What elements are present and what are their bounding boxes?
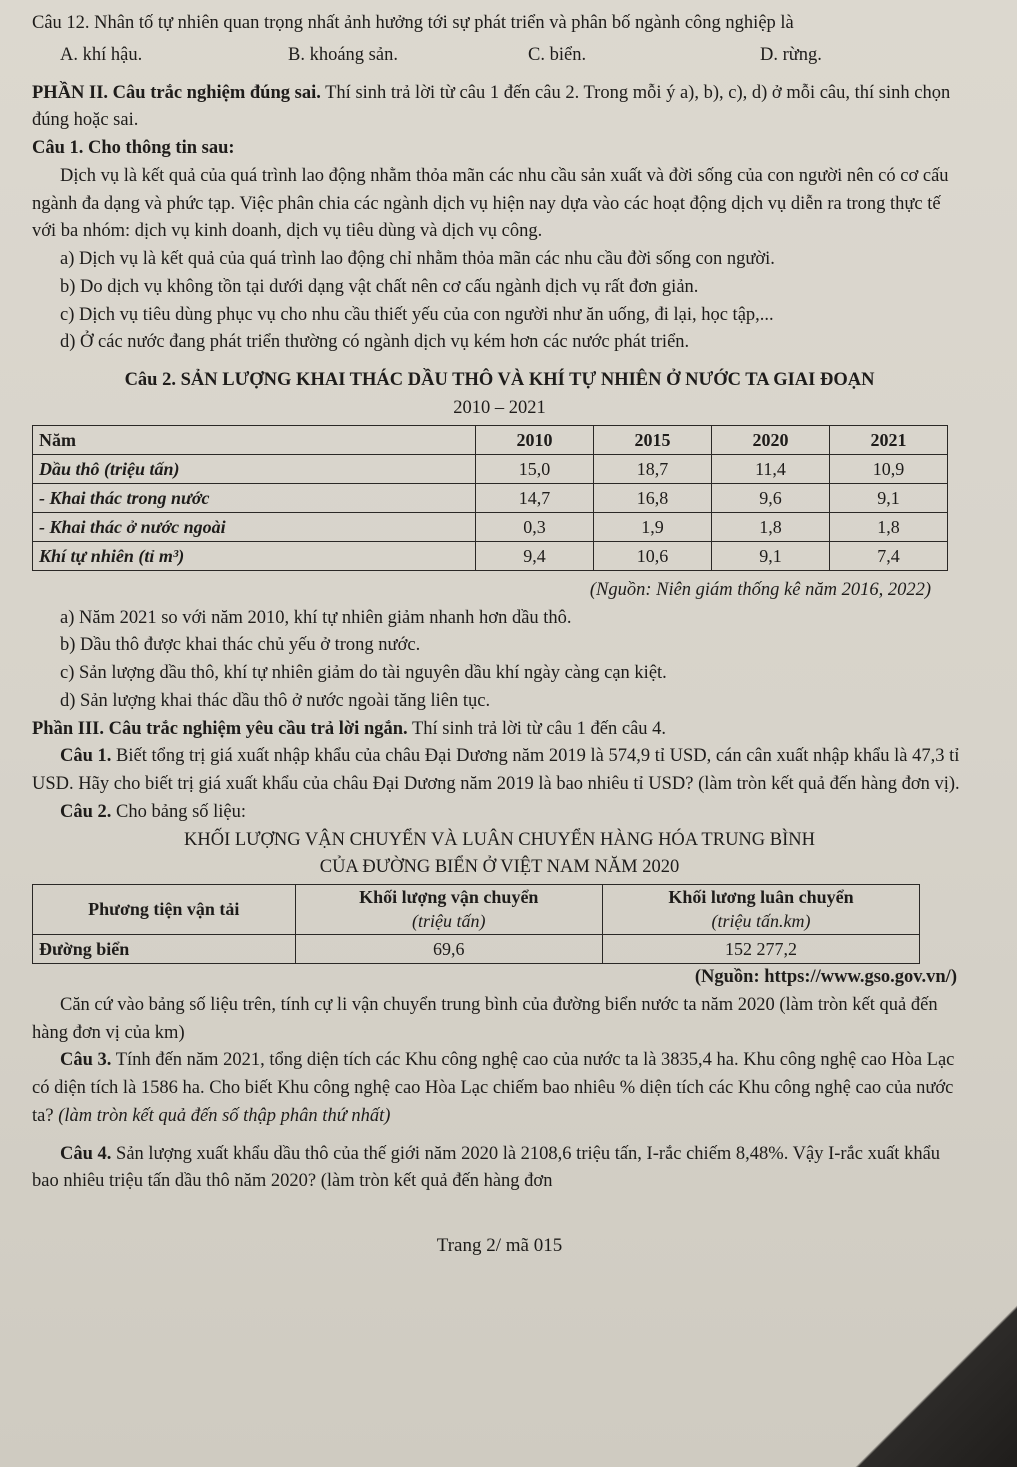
part-2-q2-title-text: SẢN LƯỢNG KHAI THÁC DẦU THÔ VÀ KHÍ TỰ NHIÊN Ở NƯỚC TA GIAI ĐOẠN xyxy=(180,370,875,390)
row-label: Đường biển xyxy=(33,935,296,964)
part-2-q1-statement-b: b) Do dịch vụ không tồn tại dưới dạng vật chất nên cơ cấu ngành dịch vụ rất đơn giản. xyxy=(60,276,699,297)
header-volume xyxy=(295,885,602,935)
cell: 1,8 xyxy=(830,512,948,541)
part-2-intro xyxy=(32,80,967,136)
question-12-options xyxy=(32,42,967,70)
part-3-intro xyxy=(32,716,967,744)
option-a: A. khí hậu. xyxy=(60,44,143,65)
part-2-q1-statement-d: d) Ở các nước đang phát triển thường có ngành dịch vụ kém hơn các nước phát triển. xyxy=(60,332,690,353)
part-3-heading: Phần III. Câu trắc nghiệm yêu cầu trả lời ngắn. xyxy=(32,718,408,739)
header-turnover-title: Khối lương luân chuyển xyxy=(668,887,854,908)
header-2010: 2010 xyxy=(476,425,594,454)
shipping-table xyxy=(32,884,920,964)
part-2-q1-statement-a: a) Dịch vụ là kết quả của quá trình lao động chỉ nhằm thỏa mãn các nhu cầu đời sống con người. xyxy=(60,249,775,269)
part-2-q2-title xyxy=(32,367,967,395)
oil-gas-table xyxy=(32,425,948,571)
cell: 15,0 xyxy=(476,454,594,483)
table-header-row xyxy=(33,425,948,454)
cell: 1,9 xyxy=(594,512,712,541)
header-transport: Phương tiện vận tải xyxy=(33,885,296,935)
row-label: Dầu thô (triệu tấn) xyxy=(33,454,476,483)
table-row xyxy=(33,483,948,512)
part-2-q2-label: Câu 2. xyxy=(124,370,176,390)
cell: 9,1 xyxy=(712,541,830,570)
part-3-q1 xyxy=(32,743,967,799)
cell: 11,4 xyxy=(712,454,830,483)
cell: 152 277,2 xyxy=(602,935,919,964)
part-2-q2-statement-c: c) Sản lượng dầu thô, khí tự nhiên giảm do tài nguyên dầu khí ngày càng cạn kiệt. xyxy=(60,663,667,684)
cell: 18,7 xyxy=(594,454,712,483)
cell: 10,9 xyxy=(830,454,948,483)
header-2015: 2015 xyxy=(594,425,712,454)
part-3-q4-text: Sản lượng xuất khẩu dầu thô của thế giới năm 2020 là 2108,6 triệu tấn, I-rắc chiếm 8,48%. Vậy I-rắc xuất khẩu bao nhiêu triệu tấn dầu thô năm 2020? (làm tròn kết quả đến hàng đơn xyxy=(32,1143,941,1192)
part-3-q3-text: Tính đến năm 2021, tổng diện tích các Khu công nghệ cao của nước ta là 3835,4 ha. Khu công nghệ cao Hòa Lạc có diện tích là 1586 ha. Cho biết Khu công nghệ cao Hòa Lạc chiếm bao nhiêu % diện tích các Khu công nghệ cao của nước ta? xyxy=(32,1050,955,1126)
header-2020: 2020 xyxy=(712,425,830,454)
header-volume-title: Khối lượng vận chuyển xyxy=(359,887,539,908)
table-header-row xyxy=(33,885,920,935)
page-footer: Trang 2/ mã 015 xyxy=(436,1235,563,1257)
part-3-q4 xyxy=(32,1141,967,1197)
cell: 9,6 xyxy=(712,483,830,512)
cell: 0,3 xyxy=(476,512,594,541)
cell: 16,8 xyxy=(594,483,712,512)
part-3-instruction: Thí sinh trả lời từ câu 1 đến câu 4. xyxy=(407,718,667,739)
table-row xyxy=(33,935,920,964)
header-turnover xyxy=(602,885,919,935)
part-2-q1-statement-c: c) Dịch vụ tiêu dùng phục vụ cho nhu cầu thiết yếu của con người như ăn uống, đi lại, học tập,... xyxy=(60,304,774,325)
table-source: (Nguồn: Niên giám thống kê năm 2016, 2022) xyxy=(589,579,931,600)
row-label: Khí tự nhiên (tỉ m³) xyxy=(33,541,476,570)
header-2021: 2021 xyxy=(830,425,948,454)
option-d: D. rừng. xyxy=(760,44,822,65)
part-2-q2-period: 2010 – 2021 xyxy=(453,397,546,418)
cell: 9,4 xyxy=(476,541,594,570)
row-label: - Khai thác trong nước xyxy=(33,483,476,512)
part-3-q3-note: (làm tròn kết quả đến số thập phân thứ nhất) xyxy=(53,1105,391,1126)
cell: 69,6 xyxy=(295,935,602,964)
part-3-q1-text: Biết tổng trị giá xuất nhập khẩu của châu Đại Dương năm 2019 là 574,9 tỉ USD, cán cân xuất nhập khẩu là 47,3 tỉ USD. Hãy cho biết trị giá xuất khẩu của châu Đại Dương năm 2019 là bao nhiêu tỉ USD? (làm tròn kết quả đến hàng đơn vị). xyxy=(32,746,960,795)
shipping-source: (Nguồn: https://www.gso.gov.vn/) xyxy=(694,967,957,988)
table-row xyxy=(33,454,948,483)
option-b: B. khoáng sản. xyxy=(288,44,398,65)
part-2-instruction: Thí sinh trả lời từ câu 1 đến câu 2. Trong mỗi ý a), b), c), d) ở mỗi câu, thí sinh chọn đúng hoặc sai. xyxy=(32,82,951,131)
cell: 14,7 xyxy=(476,483,594,512)
part-3-q2-table-title-1: KHỐI LƯỢNG VẬN CHUYỂN VÀ LUÂN CHUYỂN HÀNG HÓA TRUNG BÌNH xyxy=(183,829,815,850)
row-label: - Khai thác ở nước ngoài xyxy=(33,512,476,541)
cell: 9,1 xyxy=(830,483,948,512)
part-2-q2-statement-a: a) Năm 2021 so với năm 2010, khí tự nhiên giảm nhanh hơn dầu thô. xyxy=(60,607,572,628)
part-2-heading: PHẦN II. Câu trắc nghiệm đúng sai. xyxy=(32,82,321,103)
cell: 1,8 xyxy=(712,512,830,541)
header-volume-unit: (triệu tấn) xyxy=(412,910,486,931)
part-3-q2-question: Căn cứ vào bảng số liệu trên, tính cự li vận chuyển trung bình của đường biển nước ta năm 2020 (làm tròn kết quả đến hàng đơn vị của km) xyxy=(32,994,938,1043)
part-3-q2-label: Câu 2. xyxy=(60,801,112,822)
cell: 7,4 xyxy=(830,541,948,570)
header-turnover-unit: (triệu tấn.km) xyxy=(711,910,811,931)
header-year: Năm xyxy=(33,425,476,454)
pen-shadow xyxy=(827,1297,1017,1467)
cell: 10,6 xyxy=(594,541,712,570)
part-2-q1-title: Câu 1. Cho thông tin sau: xyxy=(32,138,235,158)
table-row xyxy=(33,541,948,570)
part-3-q2 xyxy=(32,799,967,827)
part-2-q2-statement-d: d) Sản lượng khai thác dầu thô ở nước ngoài tăng liên tục. xyxy=(60,690,491,711)
part-3-q3-label: Câu 3. xyxy=(60,1050,112,1071)
option-c: C. biển. xyxy=(528,44,587,65)
part-3-q3 xyxy=(32,1047,967,1130)
part-3-q4-label: Câu 4. xyxy=(60,1143,112,1164)
part-3-q1-label: Câu 1. xyxy=(60,746,112,767)
part-3-q2-table-title-2: CỦA ĐƯỜNG BIỂN Ở VIỆT NAM NĂM 2020 xyxy=(319,857,680,878)
part-3-q2-text: Cho bảng số liệu: xyxy=(111,801,247,822)
part-2-q2-statement-b: b) Dầu thô được khai thác chủ yếu ở trong nước. xyxy=(60,635,421,656)
table-row xyxy=(33,512,948,541)
question-12: Câu 12. Nhân tố tự nhiên quan trọng nhất ảnh hưởng tới sự phát triển và phân bố ngành công nghiệp là xyxy=(32,13,794,33)
part-2-q1-passage: Dịch vụ là kết quả của quá trình lao động nhằm thỏa mãn các nhu cầu sản xuất và đời sống của con người nên có cơ cấu ngành đa dạng và phức tạp. Việc phân chia các ngành dịch vụ hiện nay dựa vào các hoạt động dịch vụ diễn ra trong thực tế với ba nhóm: dịch vụ kinh doanh, dịch vụ tiêu dùng và dịch vụ công. xyxy=(32,165,949,242)
